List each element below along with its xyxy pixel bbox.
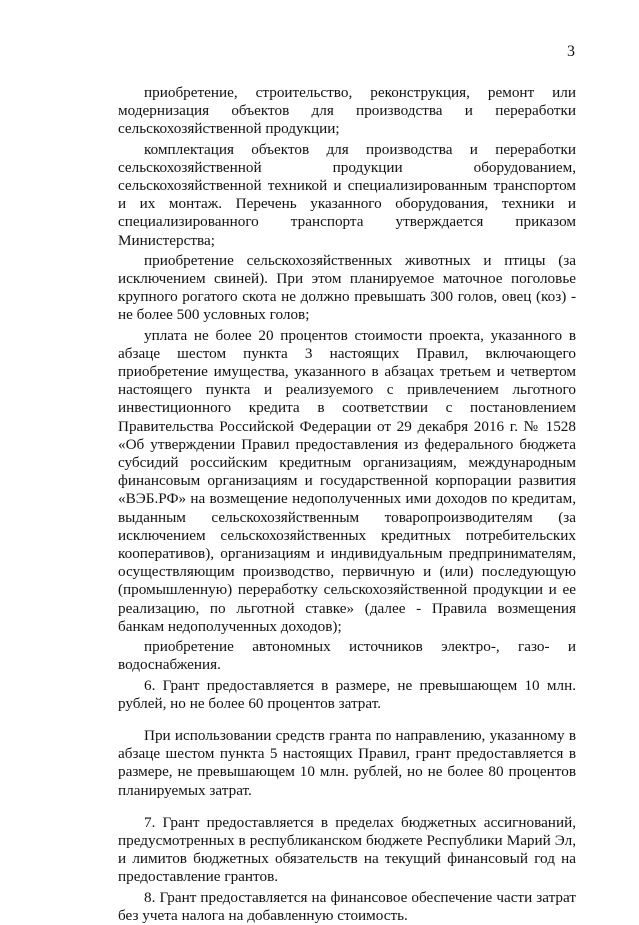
paragraph: 6. Грант предоставляется в размере, не превышающем 10 млн. рублей, но не более 60 процентов затрат. — [118, 676, 576, 712]
paragraph: 8. Грант предоставляется на финансовое обеспечение части затрат без учета налога на добавленную стоимость. — [118, 888, 576, 924]
document-body — [118, 84, 576, 925]
paragraph: приобретение автономных источников электро-, газо- и водоснабжения. — [118, 638, 576, 674]
paragraph: уплата не более 20 процентов стоимости проекта, указанного в абзаце шестом пункта 3 настоящих Правил, включающего приобретение имущества, указанного в абзацах третьем и четвертом настоящего пункта и реализуемого с привлечением льготного инвестиционного кредита в соответствии с постановлением Правительства Российской Федерации от 29 декабря 2016 г. № 1528 «Об утверждении Правил предоставления из федерального бюджета субсидий российским кредитным организациям, международным финансовым организациям и государственной корпорации развития «ВЭБ.РФ» на возмещение недополученных ими доходов по кредитам, выданным сельскохозяйственным товаропроизводителям (за исключением сельскохозяйственных кредитных потребительских кооперативов), организациям и индивидуальным предпринимателям, осуществляющим производство, первичную и (или) последующую (промышленную) переработку сельскохозяйственной продукции и ее реализацию, по льготной ставке» (далее - Правила возмещения банкам недополученных доходов); — [118, 326, 576, 635]
paragraph: 7. Грант предоставляется в пределах бюджетных ассигнований, предусмотренных в республиканском бюджете Республики Марий Эл, и лимитов бюджетных обязательств на текущий финансовый год на предоставление грантов. — [118, 813, 576, 886]
page-number: 3 — [567, 43, 575, 60]
paragraph: приобретение, строительство, реконструкция, ремонт или модернизация объектов для производства и переработки сельскохозяйственной продукции; — [118, 84, 576, 138]
paragraph: приобретение сельскохозяйственных животных и птицы (за исключением свиней). При этом планируемое маточное поголовье крупного рогатого скота не должно превышать 300 голов, овец (коз) - не более 500 условных голов; — [118, 251, 576, 324]
paragraph: комплектация объектов для производства и переработки сельскохозяйственной продукции оборудованием, сельскохозяйственной техникой и специализированным транспортом и их монтаж. Перечень указанного оборудования, техники и специализированного транспорта утверждается приказом Министерства; — [118, 140, 576, 249]
paragraph: При использовании средств гранта по направлению, указанному в абзаце шестом пункта 5 настоящих Правил, грант предоставляется в размере, не превышающем 10 млн. рублей, но не более 80 процентов планируемых затрат. — [118, 726, 576, 799]
